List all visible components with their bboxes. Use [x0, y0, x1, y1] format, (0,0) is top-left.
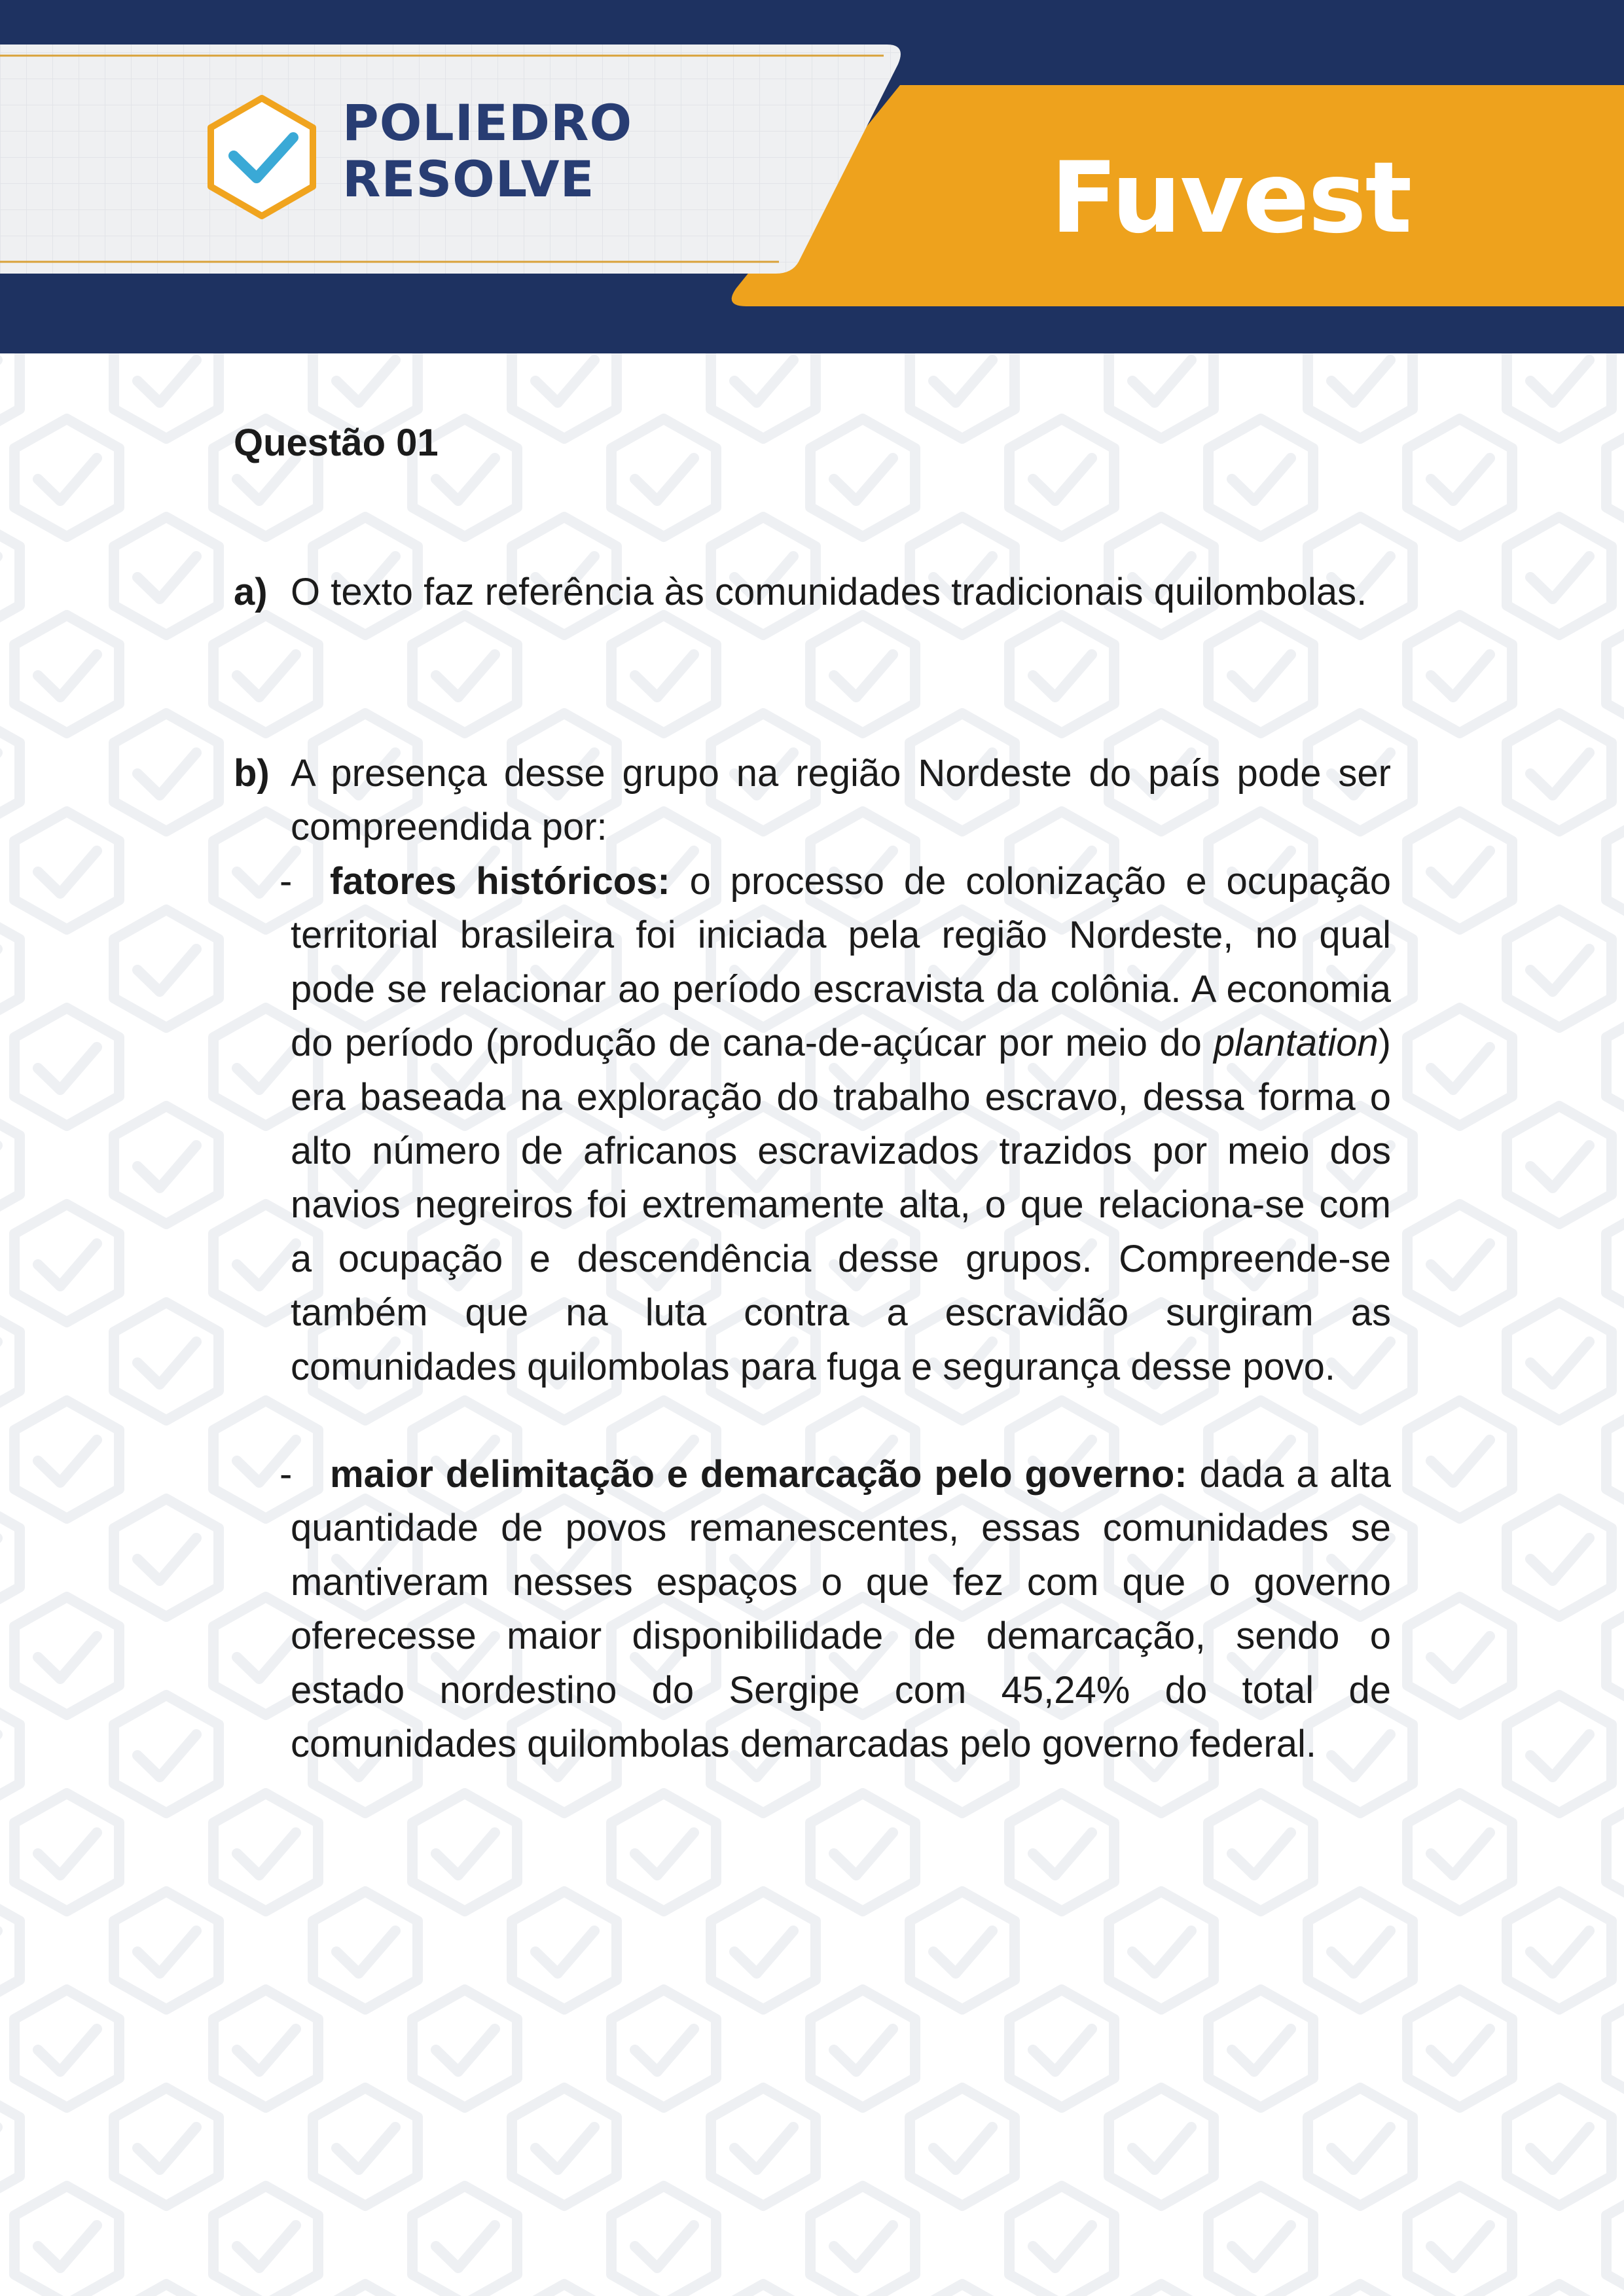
bullet-heading: maior delimitação e demarcação pelo governo: — [330, 1453, 1187, 1496]
item-b-label: b) — [234, 752, 270, 795]
question-title: Questão 01 — [234, 422, 439, 464]
poliedro-logo-icon — [211, 98, 313, 216]
italic-term: plantation — [1214, 1022, 1379, 1065]
bullet-text: o processo de colonização e ocupação territorial brasileira foi iniciada pela região Nordeste, no qual pode se relacionar ao período escravista da colônia. A economia do período (produção de cana-de-açúcar por meio do — [291, 860, 1391, 1065]
item-a-label: a) — [234, 571, 268, 613]
bullet-historical-factors — [291, 855, 1391, 1394]
logo-text-resolve: RESOLVE — [342, 150, 595, 208]
item-a-text: O texto faz referência às comunidades tradicionais quilombolas. — [291, 571, 1367, 613]
item-b-intro: A presença desse grupo na região Nordeste do país pode ser compreendida por: — [291, 752, 1391, 849]
bullet-government-demarcation — [291, 1448, 1391, 1771]
bullet-dash: - — [280, 860, 293, 903]
exam-title: Fuvest — [1051, 141, 1411, 255]
logo-text-poliedro: POLIEDRO — [342, 94, 633, 152]
answer-content — [234, 422, 1391, 1766]
bullet-text: ) era baseada na exploração do trabalho escravo, dessa forma o alto número de africanos escravizados trazidos por meio dos navios negreiros foi extremamente alta, o que relaciona-se com a ocupação e descendência desse grupos. Compreende-se também que na luta contra a escravidão surgiram as comunidades quilombolas para fuga e segurança desse povo. — [291, 1022, 1391, 1388]
bullet-dash: - — [280, 1453, 293, 1496]
bullet-text: dada a alta quantidade de povos remanescentes, essas comunidades se mantiveram nesses espaços o que fez com que o governo oferecesse maior disponibilidade de demarcação, sendo o estado nordestino do Sergipe com 45,24% do total de comunidades quilombolas demarcadas pelo governo federal. — [291, 1453, 1391, 1766]
bullet-heading: fatores históricos: — [330, 860, 670, 903]
